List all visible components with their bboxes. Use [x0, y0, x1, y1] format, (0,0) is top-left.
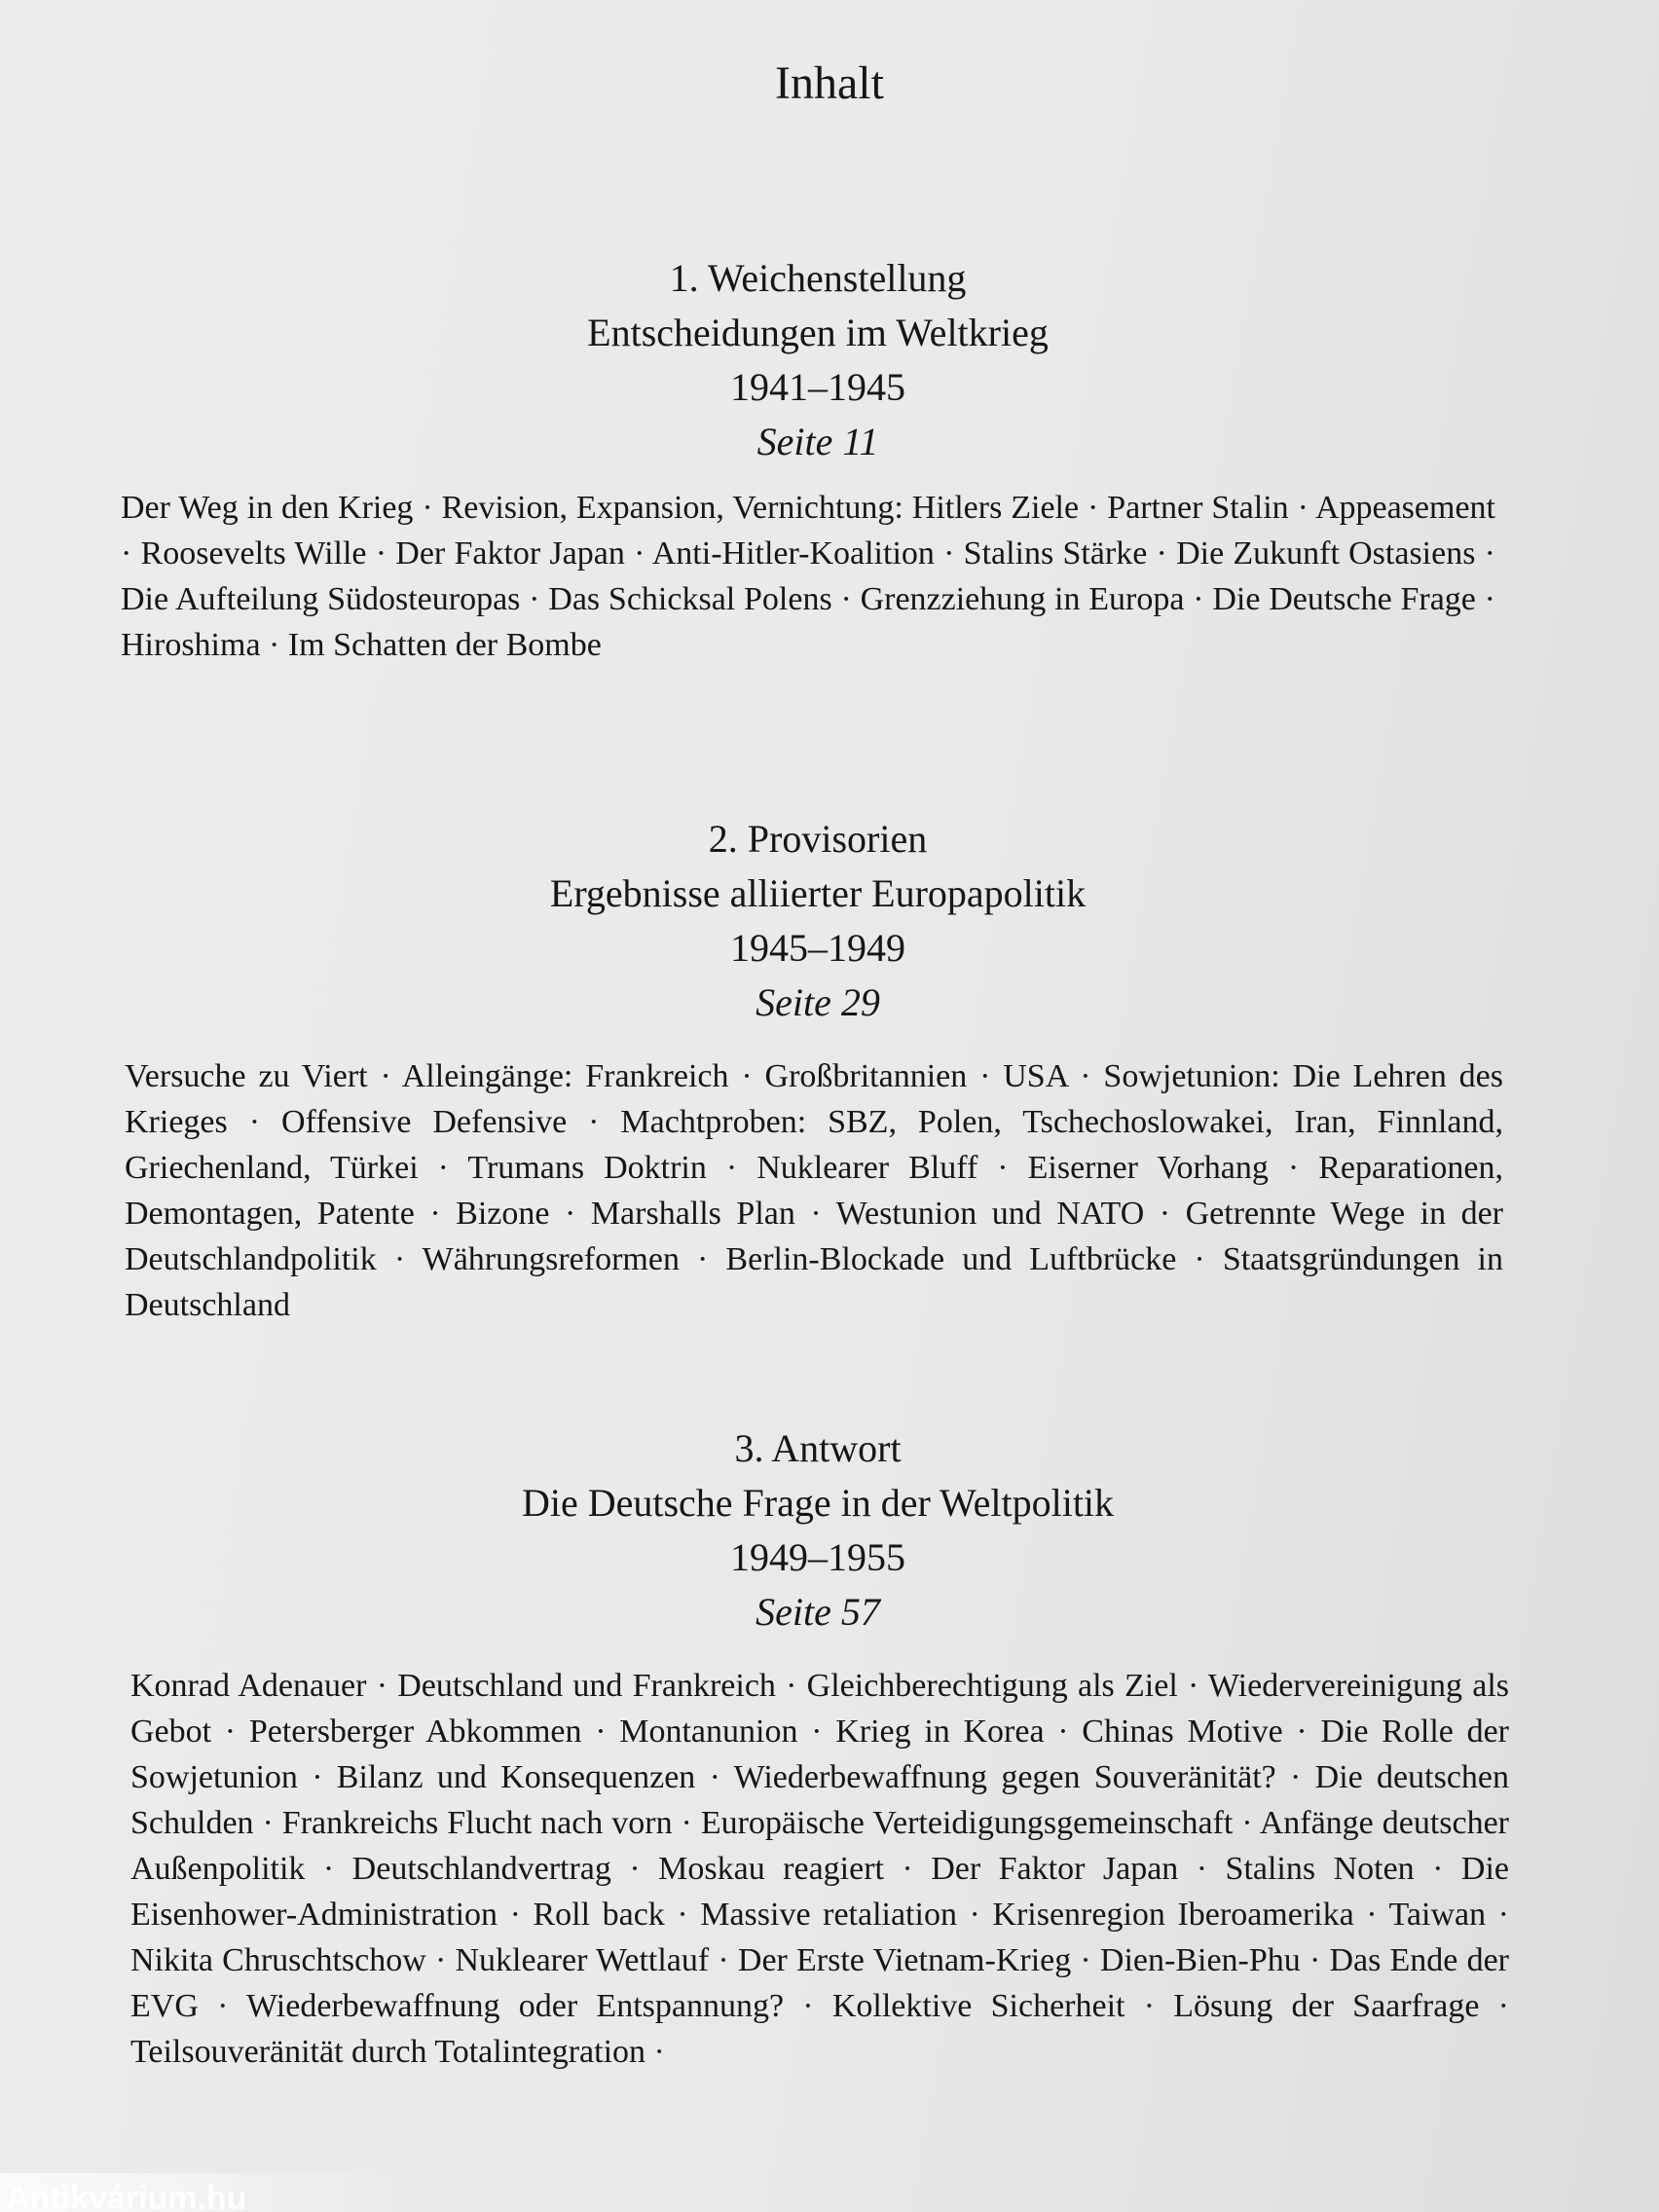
- section-3-page: Seite 57: [756, 1590, 880, 1634]
- section-3-title: 3. Antwort: [734, 1426, 902, 1470]
- section-1-page: Seite 11: [756, 420, 879, 463]
- section-2-title: 2. Provisorien: [708, 817, 928, 861]
- section-1-title: 1. Weichenstellung: [669, 256, 967, 300]
- section-3-topics: Konrad Adenauer · Deutschland und Frankreich · Gleichberechtigung als Ziel · Wiedervereinigung als Gebot · Petersberger Abkommen · Montanunion · Krieg in Korea · Chinas Motive · Die Rolle der Sowjetunion · Bilanz und Konsequenzen · Wiederbewaffnung gegen Souveränität? · Die deutschen Schulden · Frankreichs Flucht nach vorn · Europäische Verteidigungsgemeinschaft · Anfänge deutscher Außenpolitik · Deutschlandvertrag · Moskau reagiert · Der Faktor Japan · Stalins Noten · Die Eisenhower-Administration · Roll back · Massive retaliation · Krisenregion Iberoamerika · Taiwan · Nikita Chruschtschow · Nuklearer Wettlauf · Der Erste Vietnam-Krieg · Dien-Bien-Phu · Das Ende der EVG · Wiederbewaffnung oder Entspannung? · Kollektive Sicherheit · Lösung der Saarfrage · Teilsouveränität durch Totalintegration ·: [130, 1668, 1509, 2070]
- section-1-subtitle: Entscheidungen im Weltkrieg: [587, 311, 1049, 354]
- section-3-years: 1949–1955: [730, 1535, 905, 1579]
- section-1-years: 1941–1945: [730, 365, 905, 409]
- section-3-subtitle: Die Deutsche Frage in der Weltpolitik: [521, 1481, 1115, 1525]
- section-2-years: 1945–1949: [730, 926, 905, 970]
- section-2-heading: [292, 812, 1344, 1030]
- watermark: Antikvárium.hu: [0, 2173, 415, 2212]
- section-2-subtitle: Ergebnisse alliierter Europapolitik: [549, 871, 1087, 915]
- section-3-heading: [292, 1421, 1344, 1640]
- section-2-topics: Versuche zu Viert · Alleingänge: Frankreich · Großbritannien · USA · Sowjetunion: Die Lehren des Krieges · Offensive Defensive · Machtproben: SBZ, Polen, Tschechoslowakei, Iran, Finnland, Griechenland, Türkei · Trumans Doktrin · Nuklearer Bluff · Eiserner Vorhang · Reparationen, Demontagen, Patente · Bizone · Marshalls Plan · Westunion und NATO · Getrennte Wege in der Deutschlandpolitik · Währungsreformen · Berlin-Blockade und Luftbrücke · Staatsgründungen in Deutschland: [125, 1058, 1503, 1323]
- section-2-page: Seite 29: [756, 980, 880, 1024]
- section-1-heading: [292, 251, 1344, 469]
- page-title: Inhalt: [775, 57, 884, 109]
- section-1-topics: Der Weg in den Krieg · Revision, Expansion, Vernichtung: Hitlers Ziele · Partner Stalin · Appeasement · Roosevelts Wille · Der Faktor Japan · Anti-Hitler-Koalition · Stalins Stärke · Die Zukunft Ostasiens · Die Aufteilung Südosteuropas · Das Schicksal Polens · Grenzziehung in Europa · Die Deutsche Frage · Hiroshima · Im Schatten der Bombe: [121, 490, 1495, 663]
